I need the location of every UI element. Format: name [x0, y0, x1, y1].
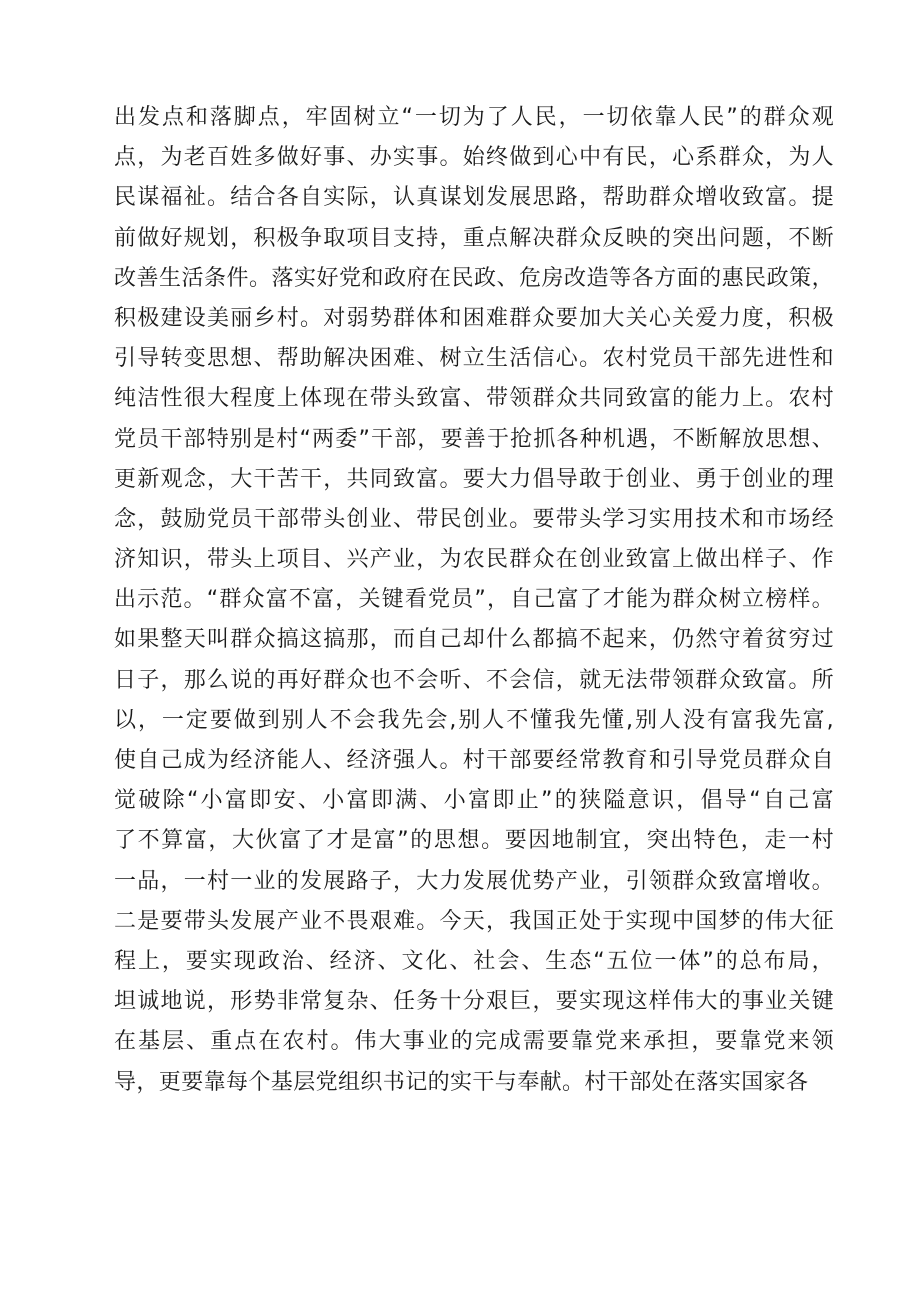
text-line: 积极建设美丽乡村。对弱势群体和困难群众要加大关心关爱力度，积极 — [114, 305, 834, 331]
body-text — [114, 98, 834, 1103]
text-line: 党员干部特别是村“两委”干部，要善于抢抓各种机遇，不断解放思想、 — [114, 426, 834, 452]
text-line: 出发点和落脚点，牢固树立“一切为了人民，一切依靠人民”的群众观 — [114, 105, 834, 130]
text-line: 使自己成为经济能人、经济强人。村干部要经常教育和引导党员群众自 — [114, 748, 834, 773]
text-line: 坦诚地说，形势非常复杂、任务十分艰巨，要实现这样伟大的事业关键 — [114, 989, 834, 1015]
text-line: 如果整天叫群众搞这搞那，而自己却什么都搞不起来，仍然守着贫穷过 — [114, 627, 834, 653]
text-line: 在基层、重点在农村。伟大事业的完成需要靠党来承担，要靠党来领 — [114, 1029, 834, 1055]
text-line: 济知识，带头上项目、兴产业，为农民群众在创业致富上做出样子、作 — [114, 547, 834, 573]
text-line: 出示范。“群众富不富，关键看党员”，自己富了才能为群众树立榜样。 — [114, 587, 834, 613]
text-line: 民谋福祉。结合各自实际，认真谋划发展思路，帮助群众增收致富。提 — [114, 185, 834, 211]
text-line: 点，为老百姓多做好事、办实事。始终做到心中有民，心系群众，为人 — [114, 145, 834, 171]
text-line: 更新观念，大干苦干，共同致富。要大力倡导敢于创业、勇于创业的理 — [114, 466, 834, 492]
text-line: 念，鼓励党员干部带头创业、带民创业。要带头学习实用技术和市场经 — [114, 506, 834, 532]
text-line: 觉破除“小富即安、小富即满、小富即止”的狭隘意识，倡导“自己富 — [114, 788, 834, 814]
text-line: 一品，一村一业的发展路子，大力发展优势产业，引领群众致富增收。 — [114, 868, 834, 894]
text-line: 改善生活条件。落实好党和政府在民政、危房改造等各方面的惠民政策， — [114, 265, 834, 291]
text-line: 了不算富，大伙富了才是富”的思想。要因地制宜，突出特色，走一村 — [114, 828, 834, 854]
text-line: 以，一定要做到别人不会我先会,别人不懂我先懂,别人没有富我先富, — [114, 707, 834, 733]
text-line: 程上，要实现政治、经济、文化、社会、生态“五位一体”的总布局， — [114, 948, 834, 974]
text-line: 纯洁性很大程度上体现在带头致富、带领群众共同致富的能力上。农村 — [114, 386, 834, 412]
text-line: 导，更要靠每个基层党组织书记的实干与奉献。村干部处在落实国家各 — [114, 1069, 809, 1095]
text-line: 前做好规划，积极争取项目支持，重点解决群众反映的突出问题，不断 — [114, 225, 834, 251]
text-line: 二是要带头发展产业不畏艰难。今天，我国正处于实现中国梦的伟大征 — [114, 908, 834, 934]
text-line: 引导转变思想、帮助解决困难、树立生活信心。农村党员干部先进性和 — [114, 346, 834, 372]
text-line: 日子，那么说的再好群众也不会听、不会信，就无法带领群众致富。所 — [114, 667, 834, 693]
